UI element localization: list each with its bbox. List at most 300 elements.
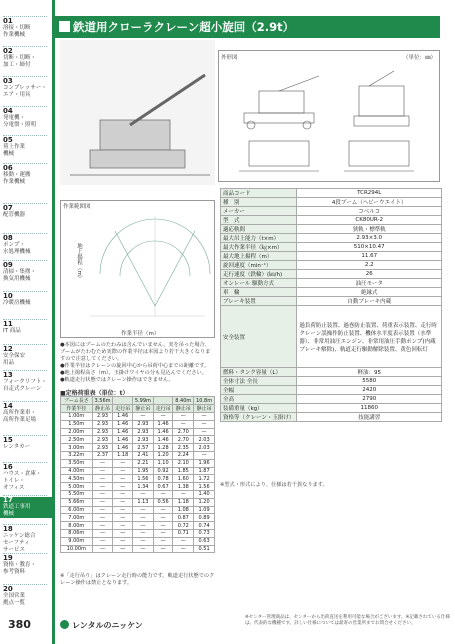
sidebar-divider [3,233,47,234]
table-row [61,420,215,428]
crane-outline-drawing [219,61,439,181]
table-cell: — [153,490,173,498]
table-cell: 3.22m [61,451,93,459]
table-cell: — [92,514,113,522]
spec-value: 26 [297,270,442,279]
spec-row [221,368,442,377]
spec-value: 2790 [297,395,442,404]
spec-value: コベルコ [297,207,442,216]
sidebar-divider [3,135,47,136]
sidebar-divider [3,524,47,525]
sidebar-item-13[interactable] [3,372,51,393]
table-cell: 静止吊 [132,405,153,413]
table-cell: 1.40 [194,490,215,498]
table-cell: 1.18 [173,498,194,506]
table-cell: 0.92 [153,467,173,475]
sidebar-item-label: 荷上作業 機械 [3,144,26,157]
table-cell: 2.70 [173,436,194,444]
table-cell: 1.50m [61,420,93,428]
table-cell: 5.50m [61,490,93,498]
table-cell: 10.00m [61,545,93,553]
table-cell: 1.38 [173,483,194,491]
sidebar-item-02[interactable] [3,48,51,69]
spec-key: 全高 [221,395,297,404]
table-row [61,490,215,498]
sidebar-item-number: 07 [3,204,13,212]
note-bullet: ●本図にはブームのたわみは含んでいません。実を吊った場合、ブームがたわむため実際の作業半径は本図より若干大きくなりますので注意してください。 [60,342,211,362]
sidebar-divider [3,495,47,496]
table-cell: 静止吊 [194,405,215,413]
table-cell: 0.74 [194,522,215,530]
sidebar-divider [3,401,47,402]
table-cell: — [153,413,173,421]
table-cell: 1.46 [113,436,133,444]
sidebar-item-label: 資格・教育・ 参考資料 [3,562,37,575]
spec-row [221,395,442,404]
table-cell: 1.56 [194,483,215,491]
table-row [61,428,215,436]
spec-row [221,270,442,279]
table-row [61,451,215,459]
sidebar-item-number: 18 [3,525,13,533]
table-cell: — [194,428,215,436]
spec-key: 資格等（クレーン・玉掛け） [221,413,297,422]
table-cell: — [132,545,153,553]
range-xlabel: 作業半径（m） [121,331,160,337]
table-cell: 0.89 [194,514,215,522]
table-cell: 1.20 [194,498,215,506]
spec-note: ※型式・形式により、仕様は若干異なります。 [220,482,328,488]
sidebar-divider [3,462,47,463]
spec-value: 過負荷防止装置、過巻防止装置、荷重表示装置、走行時クレーン誤操作防止装置、機体水平度表示装置（水準器）、非常用油圧エンジン、非常用油圧手動ポンプ(内蔵ブレーキ解除)、軌道走行駆動解除装置、黄色回転灯 [297,306,442,368]
table-cell: 1.46 [153,436,173,444]
spec-row [221,216,442,225]
table-cell: 1.08 [173,506,194,514]
table-cell: 1.72 [194,475,215,483]
spec-row [221,234,442,243]
sidebar-item-16[interactable] [3,464,51,492]
sidebar-divider [3,16,47,17]
table-cell: — [173,490,194,498]
table-cell: 1.46 [153,420,173,428]
table-cell: 1.20 [153,451,173,459]
table-cell: — [113,490,133,498]
sidebar-divider [3,260,47,261]
spec-value: 2420 [297,386,442,395]
table-cell: — [92,490,113,498]
sidebar-item-01[interactable] [3,18,51,39]
load-table-title: ■定格荷重表（単位：t） [60,390,129,397]
sidebar-item-label: 安全保安 用品 [3,353,26,366]
spec-value: 自動ブレーキ内蔵 [297,297,442,306]
spec-row [221,225,442,234]
table-cell: — [113,514,133,522]
sidebar-item-number: 14 [3,402,13,410]
load-table [60,396,215,553]
table-cell: 1.28 [153,444,173,452]
table-cell: 2.24 [173,451,194,459]
spec-key: 最大作業半径（㎏×m） [221,243,297,252]
table-cell: — [194,413,215,421]
sidebar-item-label: 高所作業車・ 高所作業足場 [3,410,37,423]
table-cell: 9.00m [61,537,93,545]
spec-row [221,198,442,207]
sidebar-item-label: ポンプ・ 水処理機械 [3,242,31,255]
sidebar-item-number: 12 [3,345,13,353]
table-cell: — [92,483,113,491]
spec-key: 全幅 [221,386,297,395]
sidebar-item-12[interactable] [3,346,51,367]
note-bullet: ●軌道走行状態ではクレーン操作はできません。 [60,377,174,383]
sidebar-divider [3,370,47,371]
sidebar-divider [3,319,47,320]
sidebar-item-label: 清掃・集塵・ 換気用機械 [3,269,37,282]
table-cell: — [113,498,133,506]
sidebar-item-08[interactable] [3,235,51,256]
table-row [61,467,215,475]
spec-value: 絶縁式 [297,288,442,297]
table-row [61,545,215,553]
table-row [61,498,215,506]
load-table-footnote: ※「走行吊り」はクレーン走行時の能力です。軌道走行状態でのクレーン操作は禁止となります。 [60,573,215,586]
sidebar-item-18[interactable] [3,526,51,554]
table-cell: 0.72 [173,522,194,530]
table-cell: 走行吊 [153,405,173,413]
table-cell: 2.21 [132,459,153,467]
table-cell: — [153,514,173,522]
table-cell: 5.66m [61,498,93,506]
table-cell: 2.93 [132,428,153,436]
sidebar-divider [3,435,47,436]
page-number: 380 [8,618,31,631]
table-cell: — [132,413,153,421]
table-cell: — [153,537,173,545]
table-row [61,405,215,413]
table-cell: 2.57 [132,444,153,452]
spec-key: 走行速度（鉄輪）(㎞/h) [221,270,297,279]
table-cell: — [132,506,153,514]
sidebar-divider [3,203,47,204]
table-cell: — [153,506,173,514]
spec-value: 11.67 [297,252,442,261]
sidebar-divider [3,46,47,47]
spec-key: ブレーキ装置 [221,297,297,306]
table-cell: — [113,506,133,514]
sidebar-item-number: 13 [3,371,13,379]
table-cell: 3.56m [92,397,113,405]
table-row [61,413,215,421]
table-cell: 2.93 [132,436,153,444]
table-cell: — [113,459,133,467]
spec-key: 種 別 [221,198,297,207]
table-cell: — [132,537,153,545]
table-cell: — [113,475,133,483]
table-row [61,483,215,491]
sidebar-item-04[interactable] [3,108,51,129]
range-ylabel: 地上揚程（m） [76,243,82,282]
table-cell: — [132,514,153,522]
table-cell: 2.93 [92,413,113,421]
sidebar-item-number: 04 [3,107,13,115]
sidebar-item-number: 17 [3,496,13,504]
spec-row [221,252,442,261]
table-cell: 4.50m [61,475,93,483]
table-cell: — [153,545,173,553]
table-cell: — [92,545,113,553]
table-cell: 2.93 [92,436,113,444]
sidebar-item-number: 10 [3,292,13,300]
table-row [61,444,215,452]
table-cell [153,397,173,405]
table-cell: — [92,537,113,545]
spec-key: 安全装置 [221,306,297,368]
table-cell: — [173,545,194,553]
sidebar-divider [3,584,47,585]
table-cell: 静止吊 [173,405,194,413]
sidebar-divider [3,163,47,164]
table-cell: 走行吊 [113,405,133,413]
table-cell: 1.46 [113,413,133,421]
spec-row [221,377,442,386]
sidebar-item-number: 09 [3,261,13,269]
sidebar-item-label: 移動・運搬 作業機械 [3,172,31,185]
table-cell: 1.46 [113,420,133,428]
note-bullet: ●地上揚程高さ（m）。玉掛けワイヤの分も見込んでください。 [60,370,207,376]
table-cell: — [153,522,173,530]
spec-row [221,306,442,368]
sidebar-item-label: 発電機・ 分電盤・照明 [3,115,37,128]
table-cell: — [113,522,133,530]
sidebar-item-number: 01 [3,17,13,25]
spec-value: CK80UR-2 [297,216,442,225]
sidebar-item-09[interactable] [3,262,51,283]
table-cell: 1.85 [173,467,194,475]
spec-row [221,261,442,270]
table-cell: — [92,506,113,514]
table-cell: 5.99m [132,397,153,405]
sidebar-item-17[interactable] [0,497,52,518]
table-cell: 1.46 [113,428,133,436]
sidebar-item-06[interactable] [3,165,51,186]
table-cell: — [113,483,133,491]
sidebar-item-number: 05 [3,136,13,144]
table-cell: 2.41 [132,451,153,459]
range-diagram [85,211,235,331]
spec-value: TCR294L [297,189,442,198]
table-cell: — [113,529,133,537]
sidebar-item-number: 11 [3,320,13,328]
sidebar-item-label: コンプレッサー・ エア・用具 [3,85,47,98]
table-cell: — [173,537,194,545]
table-cell: 1.87 [194,467,215,475]
accent-bar [52,0,55,644]
sidebar-item-03[interactable] [3,78,51,99]
table-cell: 静止吊 [92,405,113,413]
title-text: 鉄道用クローラクレーン超小旋回（2.9t） [73,20,295,34]
table-cell: 1.34 [132,483,153,491]
table-cell: 0.63 [194,537,215,545]
spec-row [221,413,442,422]
sidebar-item-number: 02 [3,47,13,55]
spec-key: 旋回速度（min⁻¹） [221,261,297,270]
table-cell: 0.51 [194,545,215,553]
table-cell: 1.46 [113,444,133,452]
sidebar-item-number: 15 [3,436,13,444]
sidebar-item-number: 20 [3,585,13,593]
table-cell: — [153,529,173,537]
table-cell: 0.71 [173,529,194,537]
sidebar-item-05[interactable] [3,137,51,158]
sidebar-divider [3,553,47,554]
table-cell: 1.56 [132,475,153,483]
table-row [61,436,215,444]
sidebar-item-label: 全国営業 拠点一覧 [3,593,26,606]
spec-key: 最大地上揚程（m） [221,252,297,261]
table-cell: — [173,420,194,428]
table-cell: 8.00m [61,522,93,530]
table-cell: 作業半径 [61,405,93,413]
sidebar-item-label: 冷暖房機械 [3,300,31,306]
table-cell: 8.06m [61,529,93,537]
spec-value: 技能講習 [297,413,442,422]
table-cell: 0.73 [194,529,215,537]
table-cell: 2.00m [61,428,93,436]
spec-key: 最大吊上能力（t×m） [221,234,297,243]
range-notes [60,342,215,384]
spec-value: 狭軌・標準軌 [297,225,442,234]
sidebar-item-label: 切断・切断・ 加工・締付 [3,55,37,68]
spec-row [221,288,442,297]
table-cell: — [92,522,113,530]
note-bullet: ●作業半径はクレーンの旋回中心から吊荷中心までの距離です。 [60,363,210,369]
spec-key: 適応軌間 [221,225,297,234]
sidebar-item-label: 鉄道工事用 機械 [3,504,31,517]
logo-dot-icon [60,620,69,629]
spec-key: メーカー [221,207,297,216]
table-row [61,537,215,545]
sidebar-item-label: ニッケン総合 セーフティ サービス [3,533,36,553]
table-cell: 4.00m [61,467,93,475]
table-row [61,397,215,405]
table-cell: — [173,413,194,421]
spec-row [221,404,442,413]
table-cell: — [92,467,113,475]
spec-key: 全体寸法 全長 [221,377,297,386]
sidebar-item-19[interactable] [3,555,51,576]
table-cell: 1.13 [132,498,153,506]
spec-table [220,188,442,422]
table-cell: — [113,537,133,545]
spec-key: 車 輪 [221,288,297,297]
table-cell: 1.18 [113,451,133,459]
table-row [61,522,215,530]
spec-key: 商品コード [221,189,297,198]
table-cell: — [194,420,215,428]
footer-note: ※センター管理商品は、センターから出荷直送を利用可能な場合がございます。※記載されている仕様は、代表的な機種です。詳しい仕様については最寄の営業所までお問合せください。 [245,615,450,626]
table-cell: 2.35 [173,444,194,452]
sidebar-item-label: 溶接・切断 作業機械 [3,25,31,38]
table-cell: — [92,498,113,506]
spec-value: 2.2 [297,261,442,270]
table-cell: 2.03 [194,444,215,452]
sidebar-item-label: ハウス・倉庫・ トイレ・ オフィス [3,471,42,491]
spec-row [221,297,442,306]
table-cell: — [92,475,113,483]
table-row [61,529,215,537]
drawing-label: 外形図 [221,55,238,61]
sidebar-item-15[interactable] [3,437,51,451]
spec-key: 装備重量（kg） [221,404,297,413]
sidebar-item-number: 16 [3,463,13,471]
table-row [61,459,215,467]
sidebar-item-number: 03 [3,77,13,85]
sidebar-item-number: 08 [3,234,13,242]
table-cell: — [194,451,215,459]
table-cell: 8.40m [173,397,194,405]
table-cell: — [132,522,153,530]
spec-row [221,189,442,198]
range-label: 作業範囲図 [63,204,91,210]
table-cell: 6.00m [61,506,93,514]
table-cell: 2.93 [92,444,113,452]
crane-photo-illustration [60,40,215,185]
sidebar-item-number: 19 [3,554,13,562]
sidebar-item-20[interactable] [3,586,51,607]
table-cell: 0.87 [173,514,194,522]
table-cell: — [113,545,133,553]
table-cell: 1.60 [173,475,194,483]
table-cell: 2.93 [92,428,113,436]
table-cell: 2.37 [92,451,113,459]
spec-value: 11860 [297,404,442,413]
table-row [61,514,215,522]
table-cell: 2.70 [173,428,194,436]
table-cell: — [92,529,113,537]
spec-key: オンレール 駆動方式 [221,279,297,288]
sidebar-divider [3,106,47,107]
table-cell: — [92,459,113,467]
sidebar-item-label: レンタカー [3,444,31,450]
sidebar-item-10[interactable] [3,293,51,307]
table-cell: 2.93 [132,420,153,428]
sidebar-divider [3,291,47,292]
table-cell: 7.00m [61,514,93,522]
sidebar-item-label: IT 商品 [3,328,21,334]
table-cell: — [132,529,153,537]
sidebar-item-number: 06 [3,164,13,172]
drawing-unit: （単位：㎜） [402,55,436,61]
sidebar-item-11[interactable] [3,321,51,335]
spec-value: 2.93×3.0 [297,234,442,243]
table-cell: 2.10 [173,459,194,467]
sidebar-item-label: フォークリフト・ 自走式クレーン [3,379,47,392]
sidebar-item-07[interactable] [3,205,51,219]
table-cell: 0.56 [153,498,173,506]
table-cell: 1.96 [194,459,215,467]
spec-value: 油圧モータ [297,279,442,288]
table-cell: 1.09 [194,506,215,514]
table-cell: 1.95 [132,467,153,475]
logo-text: レンタルのニッケン [72,621,143,630]
spec-value: 510×10.47 [297,243,442,252]
table-cell: 1.00m [61,413,93,421]
spec-key: 燃料・タンク容量（L） [221,368,297,377]
sidebar-item-label: 配管機器 [3,212,26,218]
sidebar [0,0,52,644]
table-cell: 2.50m [61,436,93,444]
sidebar-item-14[interactable] [3,403,51,424]
table-cell: 2.03 [194,436,215,444]
